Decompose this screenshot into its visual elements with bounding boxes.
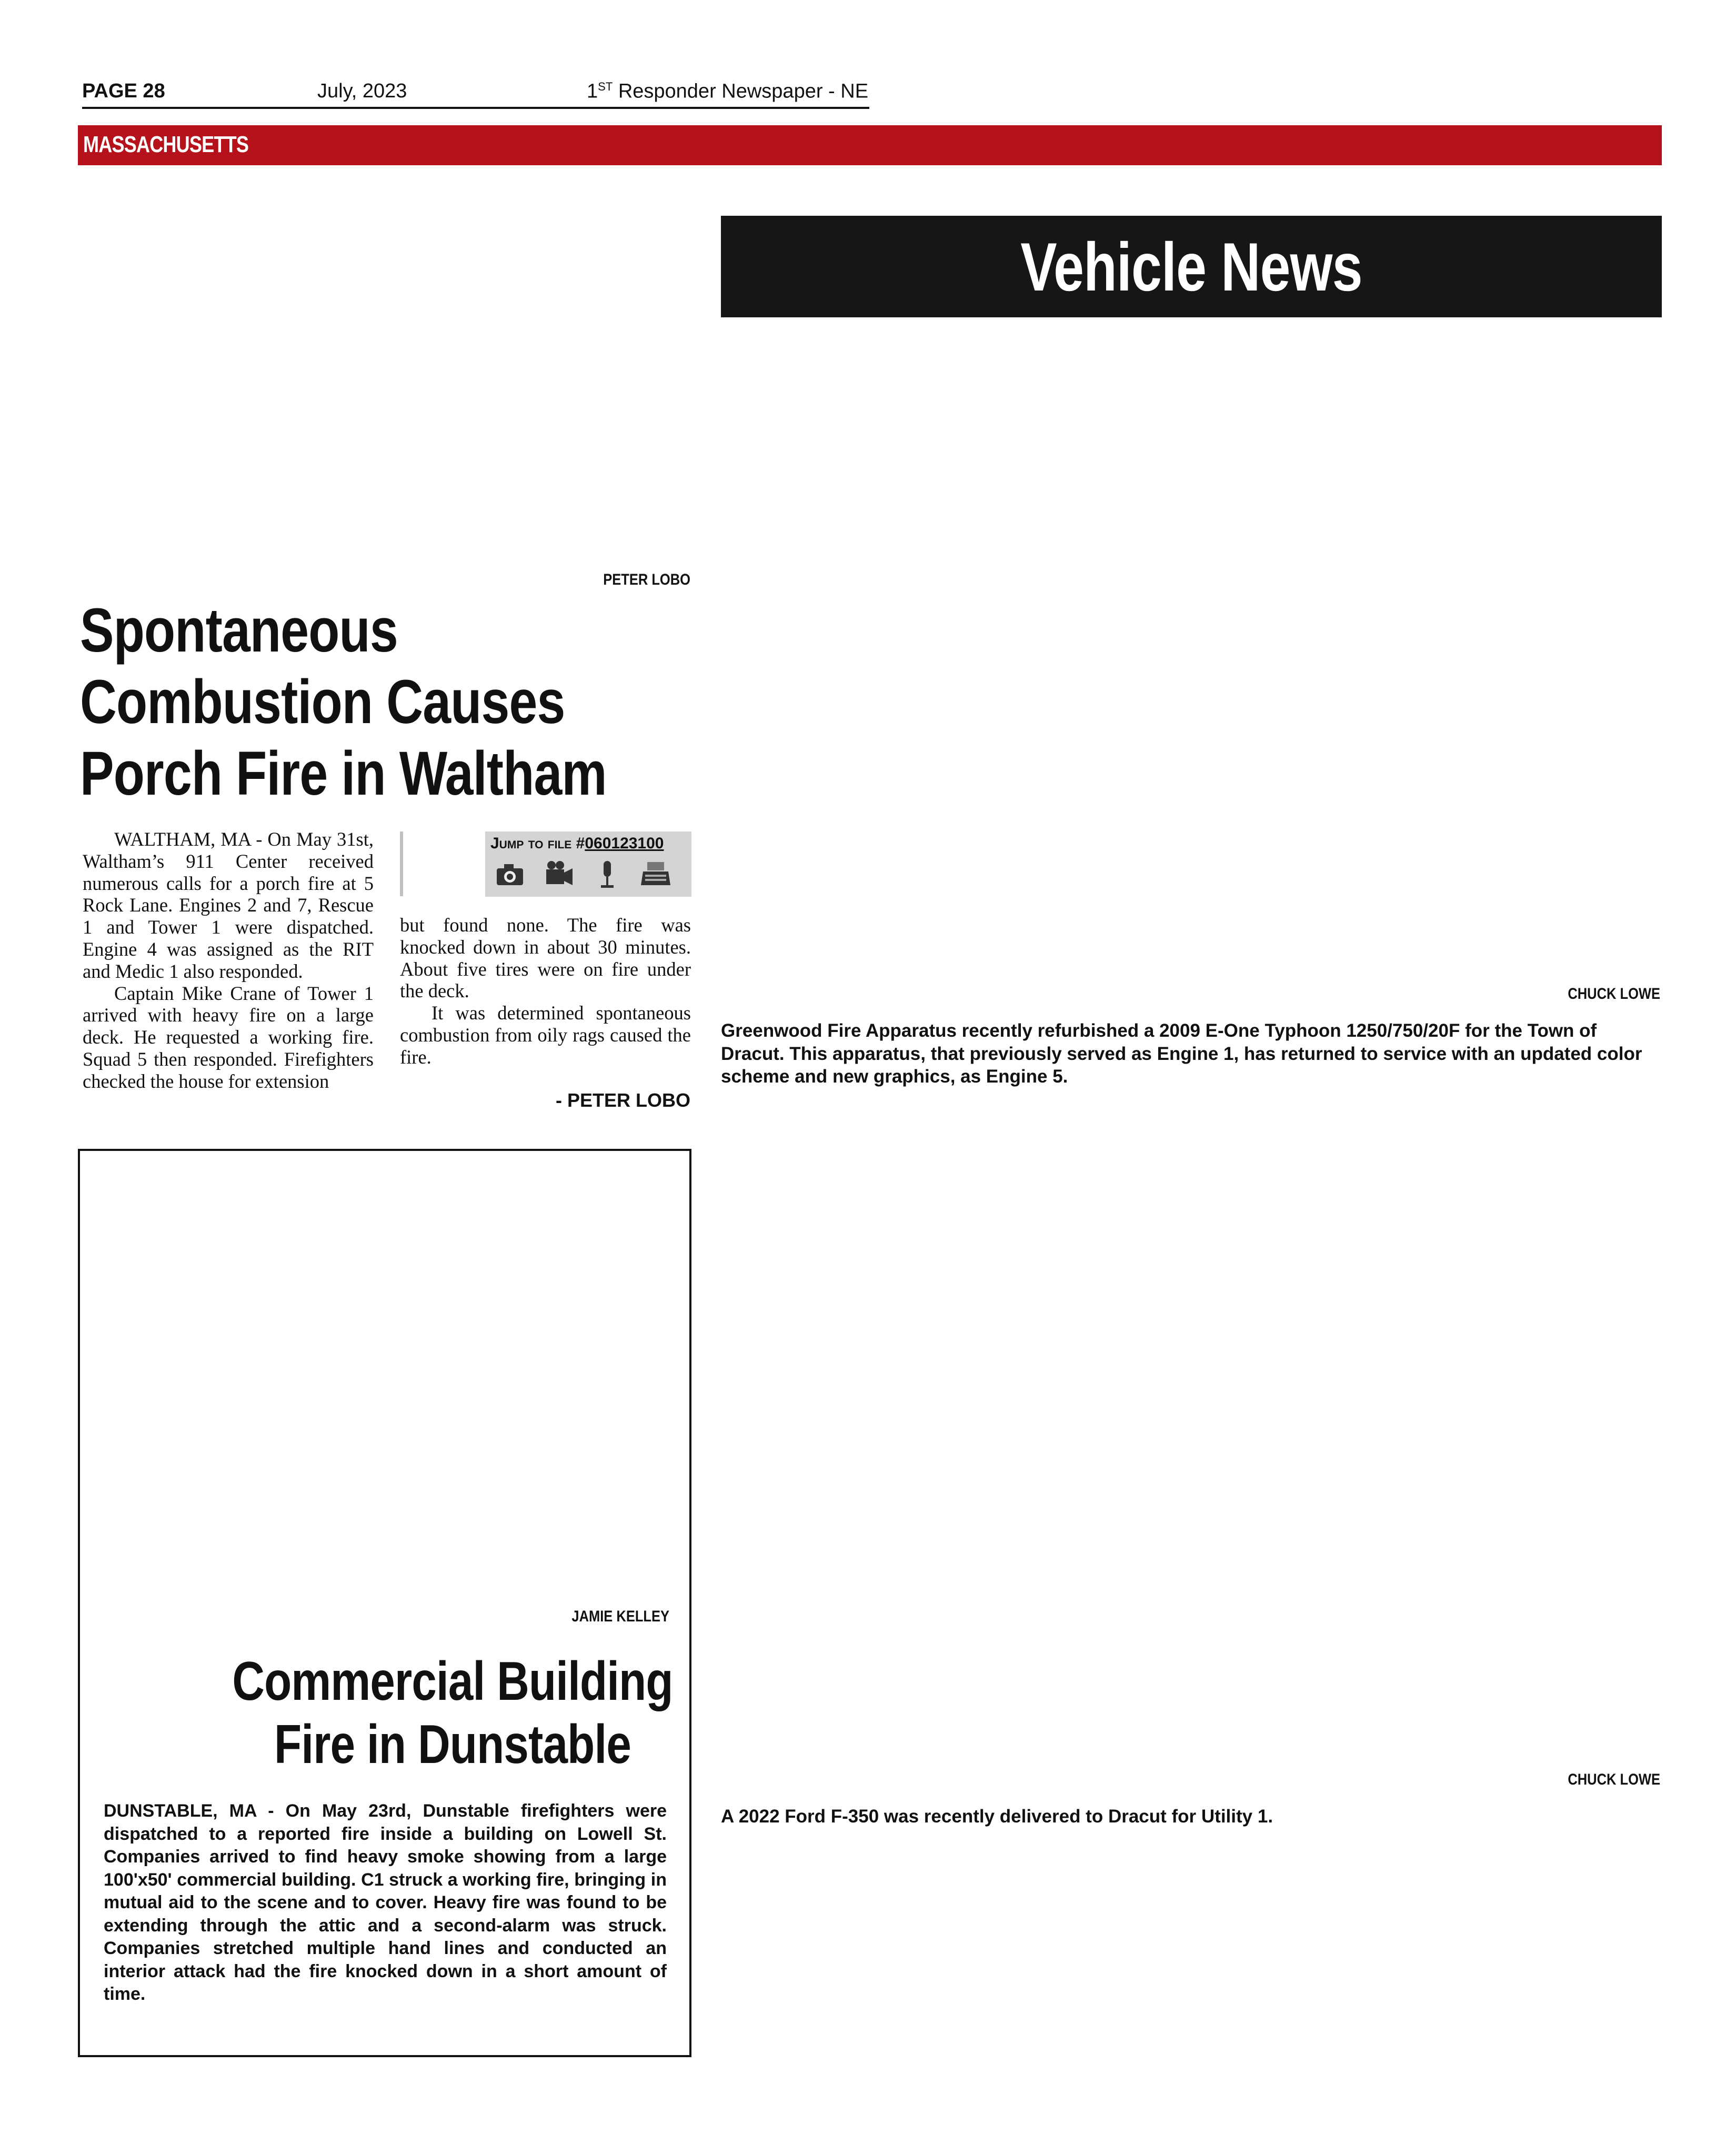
- headline-line: Commercial Building: [232, 1651, 673, 1712]
- paper-rest: Responder Newspaper - NE: [613, 80, 869, 103]
- article-paragraph: It was determined spontaneous combustion from oily rags caused the fire.: [400, 1002, 691, 1068]
- header-rule: [82, 107, 869, 109]
- newspaper-name: [587, 80, 868, 103]
- camera-icon: [495, 859, 526, 889]
- headline-line: Fire in Dunstable: [274, 1714, 631, 1775]
- vehicle-caption-1: Greenwood Fire Apparatus recently refurbished a 2009 E-One Typhoon 1250/750/20F for the Town of Dracut. This apparatus, that previously served as Engine 1, has returned to service with an updated color scheme and new graphics, as Engine 5.: [721, 1020, 1642, 1087]
- article-column-2: [400, 914, 691, 1068]
- photo-credit-vehicle-1: CHUCK LOWE: [1568, 985, 1660, 1003]
- article-paragraph: Captain Mike Crane of Tower 1 arrived with heavy fire on a large deck. He requested a working fire. Squad 5 then responded. Firefighters checked the house for extension: [83, 982, 374, 1092]
- photo-credit-waltham: PETER LOBO: [603, 571, 690, 588]
- headline-waltham: Spontaneous Combustion Causes Porch Fire in Waltham: [80, 596, 607, 808]
- photo-credit-dunstable: JAMIE KELLEY: [571, 1608, 669, 1625]
- state-section-bar: [78, 125, 1662, 165]
- photo-credit-vehicle-2: CHUCK LOWE: [1568, 1771, 1660, 1788]
- article-column-1: [83, 828, 374, 1093]
- jump-file-number[interactable]: 060123100: [585, 835, 664, 852]
- issue-date: July, 2023: [317, 80, 407, 102]
- paper-prefix: 1: [587, 80, 598, 103]
- paper-superscript: ST: [598, 80, 613, 93]
- vehicle-caption-2: A 2022 Ford F-350 was recently delivered to Dracut for Utility 1.: [721, 1806, 1273, 1827]
- video-camera-icon: [543, 859, 575, 889]
- article-paragraph: WALTHAM, MA - On May 31st, Waltham’s 911 Center received numerous calls for a porch fire at 5 Rock Lane. Engines 2 and 7, Rescue 1 and Tower 1 were dispatched. Engine 4 was assigned as the RIT and Medic 1 also responded.: [83, 828, 374, 982]
- headline-dunstable: [198, 1650, 707, 1776]
- jump-to-file-box[interactable]: [485, 831, 691, 897]
- typewriter-icon: [640, 859, 671, 889]
- dunstable-body: DUNSTABLE, MA - On May 23rd, Dunstable firefighters were dispatched to a reported fire inside a building on Lowell St. Companies arrived to find heavy smoke showing from a large 100'x50' commercial building. C1 struck a working fire, bringing in mutual aid to the scene and to cover. Heavy fire was found to be extending through the attic and a second-alarm was struck. Companies stretched multiple hand lines and conducted an interior attack had the fire knocked down in a short amount of time.: [104, 1801, 667, 2004]
- page-number: PAGE 28: [82, 80, 165, 102]
- column-divider: [400, 831, 403, 896]
- vehicle-news-banner: [721, 216, 1662, 317]
- jump-to-file-label: Jump to file #060123100: [490, 835, 664, 852]
- state-label: MASSACHUSETTS: [83, 132, 249, 157]
- section-title: Vehicle News: [1020, 228, 1362, 305]
- article-signature: - PETER LOBO: [555, 1089, 690, 1111]
- article-paragraph: but found none. The fire was knocked down in about 30 minutes. About five tires were on fire under the deck.: [400, 914, 691, 1002]
- microphone-icon: [591, 859, 623, 889]
